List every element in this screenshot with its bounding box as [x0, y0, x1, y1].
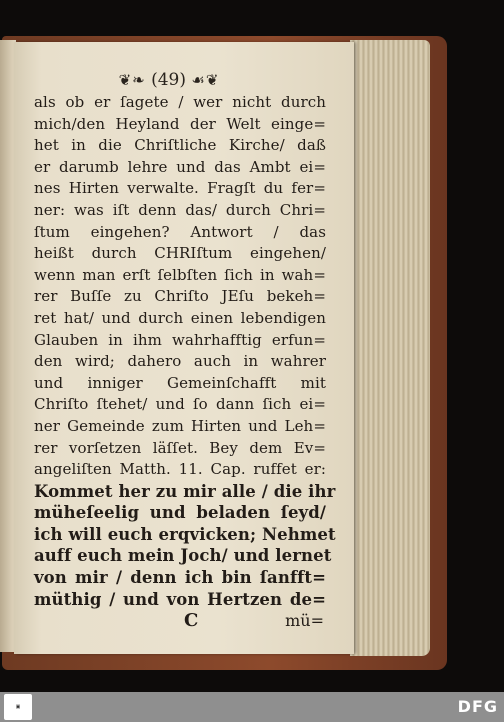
text-line: mich/den Heyland der Welt einge=: [34, 114, 326, 133]
text-line: ſtum eingehen? Antwort / das: [34, 222, 326, 241]
page-number: (49): [151, 70, 187, 90]
text-line-emphasis: von mir / denn ich bin ſanfft=: [34, 568, 326, 588]
catchword: mü=: [285, 611, 324, 631]
text-line-emphasis: ich will euch erqvicken; Nehmet: [34, 524, 336, 544]
book-page: [14, 42, 354, 654]
ornament-right-icon: ☙❦: [191, 71, 220, 89]
page-edges: [350, 40, 430, 656]
page-text: [34, 92, 336, 632]
page-header: [14, 70, 324, 90]
text-line: heißt durch CHRIſtum eingehen/: [34, 244, 326, 263]
text-line: ret hat/ und durch einen lebendigen: [34, 308, 326, 327]
text-line: wenn man erſt ſelbſten ſich in wah=: [34, 265, 326, 284]
text-line: rer Buſſe zu Chriſto JEſu bekeh=: [34, 287, 326, 306]
text-line: ner: was iſt denn das/ durch Chri=: [34, 200, 326, 219]
text-line-emphasis: müheſeelig und beladen ſeyd/: [34, 503, 326, 523]
text-line-emphasis: müthig / und von Hertzen de=: [34, 589, 326, 609]
text-line: rer vorſetzen läſſet. Bey dem Ev=: [34, 438, 326, 457]
text-line-emphasis: Kommet her zu mir alle / die ihr: [34, 481, 336, 501]
viewer-footer-bar: [0, 692, 504, 722]
page-footer-line: [34, 610, 326, 632]
signature-mark: C: [184, 610, 199, 632]
text-line: als ob er ſagete / wer nicht durch: [34, 93, 326, 111]
text-line: und inniger Gemeinſchafft mit: [34, 373, 326, 392]
text-line: Chriſto ſtehet/ und ſo dann ſich ei=: [34, 395, 326, 414]
text-line: nes Hirten verwalte. Fragſt du fer=: [34, 179, 326, 198]
text-line: ner Gemeinde zum Hirten und Leh=: [34, 416, 326, 435]
text-line: Glauben in ihm wahrhafftig erfun=: [34, 330, 326, 349]
ornament-left-icon: ❦❧: [118, 71, 146, 89]
text-line: den wird; dahero auch in wahrer: [34, 352, 326, 371]
text-line: het in die Chriſtliche Kirche/ daß: [34, 136, 326, 155]
dfg-logo[interactable]: DFG: [457, 697, 498, 716]
text-line-emphasis: auff euch mein Joch/ und lernet: [34, 546, 332, 566]
text-line: er darumb lehre und das Ambt ei=: [34, 157, 326, 176]
library-logo-icon[interactable]: ▣: [4, 694, 32, 720]
text-line: angeliſten Matth. 11. Cap. ruffet er:: [34, 460, 326, 479]
